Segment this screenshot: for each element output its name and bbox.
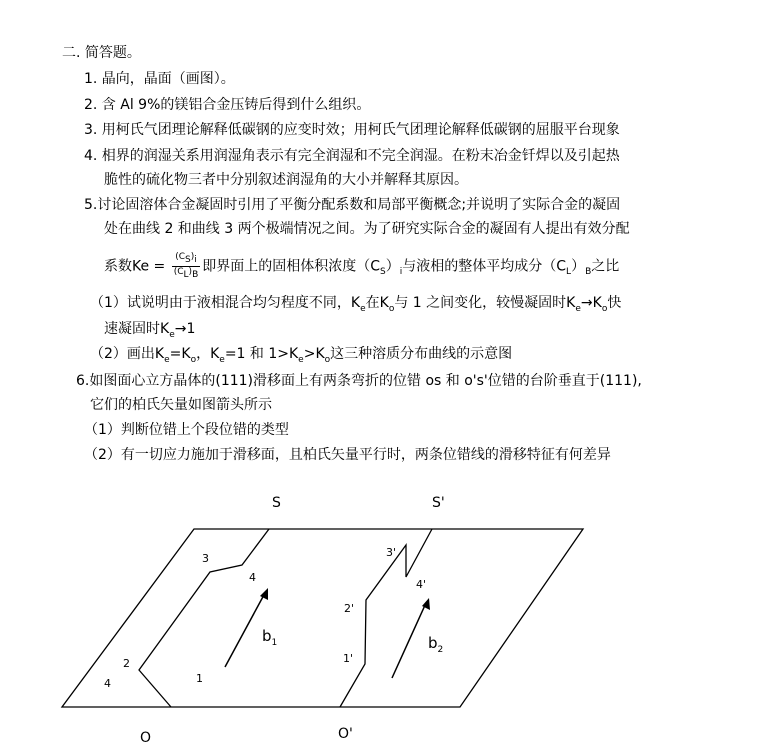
question-5-sub-1-line-1: （1）试说明由于液相混合均匀程度不同，$K_e$在$K_o$与 1 之间变化，较慢凝固时$K_e\to K_o$快 bbox=[90, 295, 622, 314]
question-4-line-1: 4. 相界的润湿关系用润湿角表示有完全润湿和不完全润湿。在粉末冶金钎焊以及引起热 bbox=[84, 148, 620, 164]
burgers-vector-b2-arrow bbox=[392, 603, 426, 678]
segment-label-4-prime: 4' bbox=[416, 578, 427, 591]
segment-label-4: 4 bbox=[249, 571, 256, 584]
label-o: O bbox=[140, 730, 152, 746]
segment-label-1-prime: 1' bbox=[343, 652, 354, 665]
segment-label-2: 2 bbox=[123, 657, 130, 670]
ke-fraction: $\frac{(C_S)_i}{(C_L)_B}$ bbox=[173, 252, 199, 280]
question-6-line-1: 6.如图面心立方晶体的(111)滑移面上有两条弯折的位错 os 和 o's'位错的台阶垂直于(111), bbox=[76, 373, 642, 389]
question-4-line-2: 脆性的硫化物三者中分别叙述润湿角的大小并解释其原因。 bbox=[104, 172, 468, 188]
segment-label-2-prime: 2' bbox=[344, 602, 355, 615]
burgers-vector-b1-arrowhead bbox=[260, 588, 268, 600]
section-title: 二. 简答题。 bbox=[62, 45, 141, 61]
question-1: 1. 晶向，晶面（画图）。 bbox=[84, 71, 235, 87]
label-s: S bbox=[272, 495, 281, 511]
question-3: 3. 用柯氏气团理论解释低碳钢的应变时效；用柯氏气团理论解释低碳钢的屈服平台现象 bbox=[84, 122, 620, 138]
segment-label-4-left: 4 bbox=[104, 677, 111, 690]
question-6-sub-1: （1）判断位错上个段位错的类型 bbox=[84, 422, 289, 438]
burgers-vector-b1-arrow bbox=[225, 593, 265, 667]
slip-plane bbox=[62, 529, 583, 707]
question-5-line-2: 处在曲线 2 和曲线 3 两个极端情况之间。为了研究实际合金的凝固有人提出有效分配 bbox=[104, 221, 630, 237]
segment-label-3-prime: 3' bbox=[386, 546, 397, 559]
question-6-sub-2: （2）有一切应力施加于滑移面，且柏氏矢量平行时，两条位错线的滑移特征有何差异 bbox=[84, 447, 611, 463]
question-6-line-2: 它们的柏氏矢量如图箭头所示 bbox=[90, 397, 272, 413]
question-2: 2. 含 Al 9%的镁铝合金压铸后得到什么组织。 bbox=[84, 97, 371, 113]
burgers-vector-b1-label: $b_1$ bbox=[262, 627, 278, 648]
segment-label-3: 3 bbox=[202, 552, 209, 565]
question-5-formula-line: 系数Ke = $\frac{(C_S)_i}{(C_L)_B}$ 即界面上的固相体积浓度$(C_S)_i$与液相的整体平均成分$(C_L)_B$之比 bbox=[104, 252, 620, 280]
label-s-prime: S' bbox=[432, 495, 445, 511]
segment-label-1: 1 bbox=[196, 672, 203, 685]
label-o-prime: O' bbox=[338, 726, 353, 742]
question-5-sub-1-line-2: 速凝固时$K_e\to 1$ bbox=[104, 321, 196, 340]
formula-lead: 系数Ke = bbox=[104, 258, 166, 275]
question-5-sub-2: （2）画出$K_e=K_o$，$K_e=1$ 和 $1>K_e>K_o$这三种溶质分布曲线的示意图 bbox=[90, 346, 513, 365]
question-5-line-1: 5.讨论固溶体合金凝固时引用了平衡分配系数和局部平衡概念;并说明了实际合金的凝固 bbox=[84, 197, 621, 213]
burgers-vector-b2-label: $b_2$ bbox=[428, 634, 444, 655]
